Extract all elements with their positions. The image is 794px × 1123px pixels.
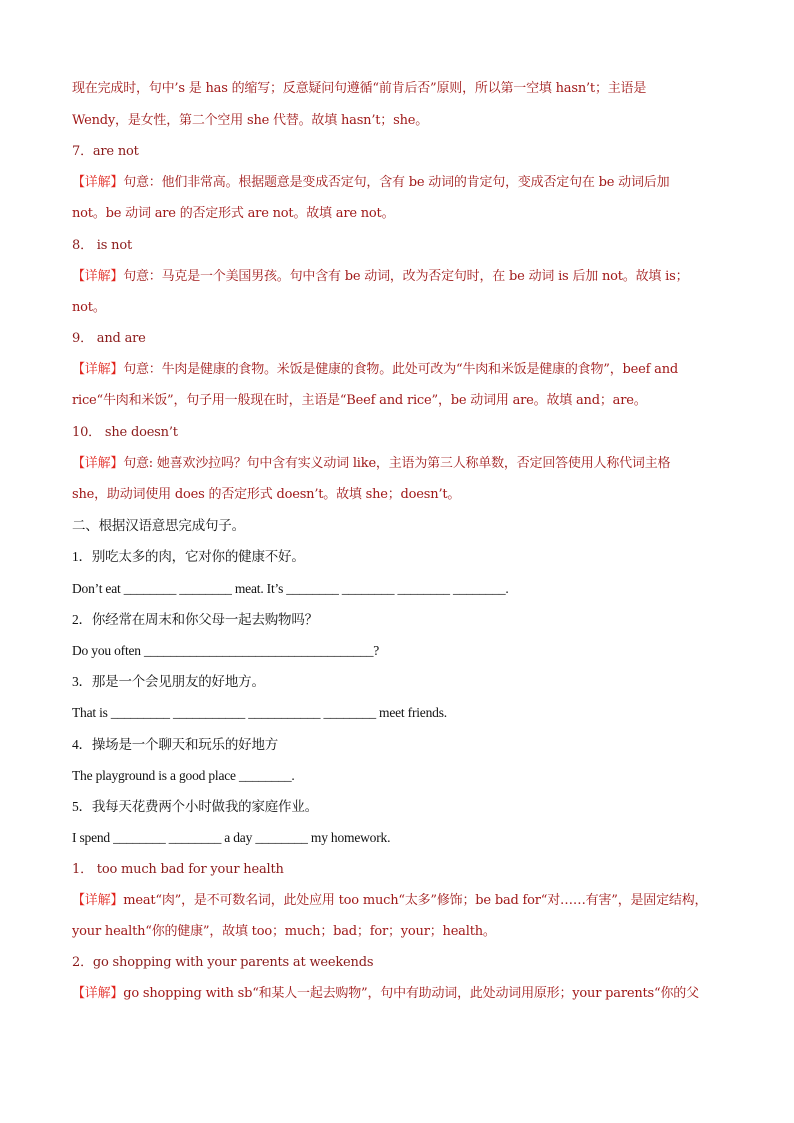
question-prompt: 3．那是一个会见朋友的好地方。: [72, 674, 265, 689]
question-prompt: 2．你经常在周末和你父母一起去购物吗？: [72, 612, 318, 627]
answer-line: 9． and are: [72, 331, 146, 346]
explanation-line: [72, 173, 722, 193]
text-line: rice“牛肉和米饭”，句子用一般现在时，主语是“Beef and rice”，be 动词用 are。故填 and；are。: [72, 393, 647, 408]
explanation-line: [72, 891, 722, 911]
question-blank-line: I spend ________ ________ a day ________ my homework.: [72, 830, 391, 845]
explanation-text: 句意：马克是一个美国男孩。句中含有 be 动词，改为否定句时，在 be 动词 is 后加 not。故填 is；: [123, 269, 689, 284]
text-line: she，助动词使用 does 的否定形式 doesn’t。故填 she；doesn’t。: [72, 487, 461, 502]
question-blank-line: That is _________ ___________ ___________ ________ meet friends.: [72, 705, 447, 720]
question-blank-line: Don’t eat ________ ________ meat. It’s ________ ________ ________ ________.: [72, 581, 509, 596]
answer-line: 8． is not: [72, 238, 132, 253]
explanation-text: 句意: 她喜欢沙拉吗？句中含有实义动词 like，主语为第三人称单数，否定回答使用人称代词主格: [123, 456, 671, 471]
explanation-line: [72, 984, 722, 1004]
detail-tag: 【详解】: [72, 175, 124, 190]
question-blank-line: The playground is a good place ________.: [72, 768, 295, 783]
detail-tag: 【详解】: [72, 269, 124, 284]
explanation-text: 句意：牛肉是健康的食物。米饭是健康的食物。此处可改为“牛肉和米饭是健康的食物”，beef and: [123, 362, 678, 377]
explanation-text: go shopping with sb“和某人一起去购物”，句中有助动词，此处动词用原形；your parents“你的父: [123, 986, 699, 1001]
detail-tag: 【详解】: [72, 986, 124, 1001]
explanation-line: [72, 454, 722, 474]
explanation-line: [72, 360, 722, 380]
detail-tag: 【详解】: [72, 362, 124, 377]
answer-line: 2．go shopping with your parents at weekends: [72, 955, 374, 970]
question-prompt: 5．我每天花费两个小时做我的家庭作业。: [72, 799, 318, 814]
question-blank-line: Do you often ___________________________________?: [72, 643, 380, 658]
text-line: not。be 动词 are 的否定形式 are not。故填 are not。: [72, 206, 395, 221]
text-line: your health“你的健康”，故填 too；much；bad；for；your；health。: [72, 924, 496, 939]
text-line: Wendy，是女性，第二个空用 she 代替。故填 hasn’t；she。: [72, 113, 429, 128]
answer-line: 10． she doesn’t: [72, 425, 178, 440]
explanation-line: [72, 267, 722, 287]
text-line: 现在完成时，句中’s 是 has 的缩写；反意疑问句遵循“前肯后否”原则，所以第一空填 hasn’t；主语是: [72, 81, 647, 96]
explanation-text: 句意：他们非常高。根据题意是变成否定句，含有 be 动词的肯定句，变成否定句在 be 动词后加: [123, 175, 670, 190]
answer-line: 1． too much bad for your health: [72, 862, 284, 877]
question-prompt: 4．操场是一个聊天和玩乐的好地方: [72, 737, 279, 752]
explanation-text: meat“肉”，是不可数名词，此处应用 too much“太多”修饰；be bad for“对……有害”，是固定结构，: [123, 893, 708, 908]
detail-tag: 【详解】: [72, 893, 124, 908]
answer-line: 7．are not: [72, 144, 139, 159]
question-prompt: 1．别吃太多的肉，它对你的健康不好。: [72, 549, 305, 564]
text-line: not。: [72, 300, 106, 315]
section-heading: 二、根据汉语意思完成句子。: [72, 518, 245, 533]
detail-tag: 【详解】: [72, 456, 124, 471]
